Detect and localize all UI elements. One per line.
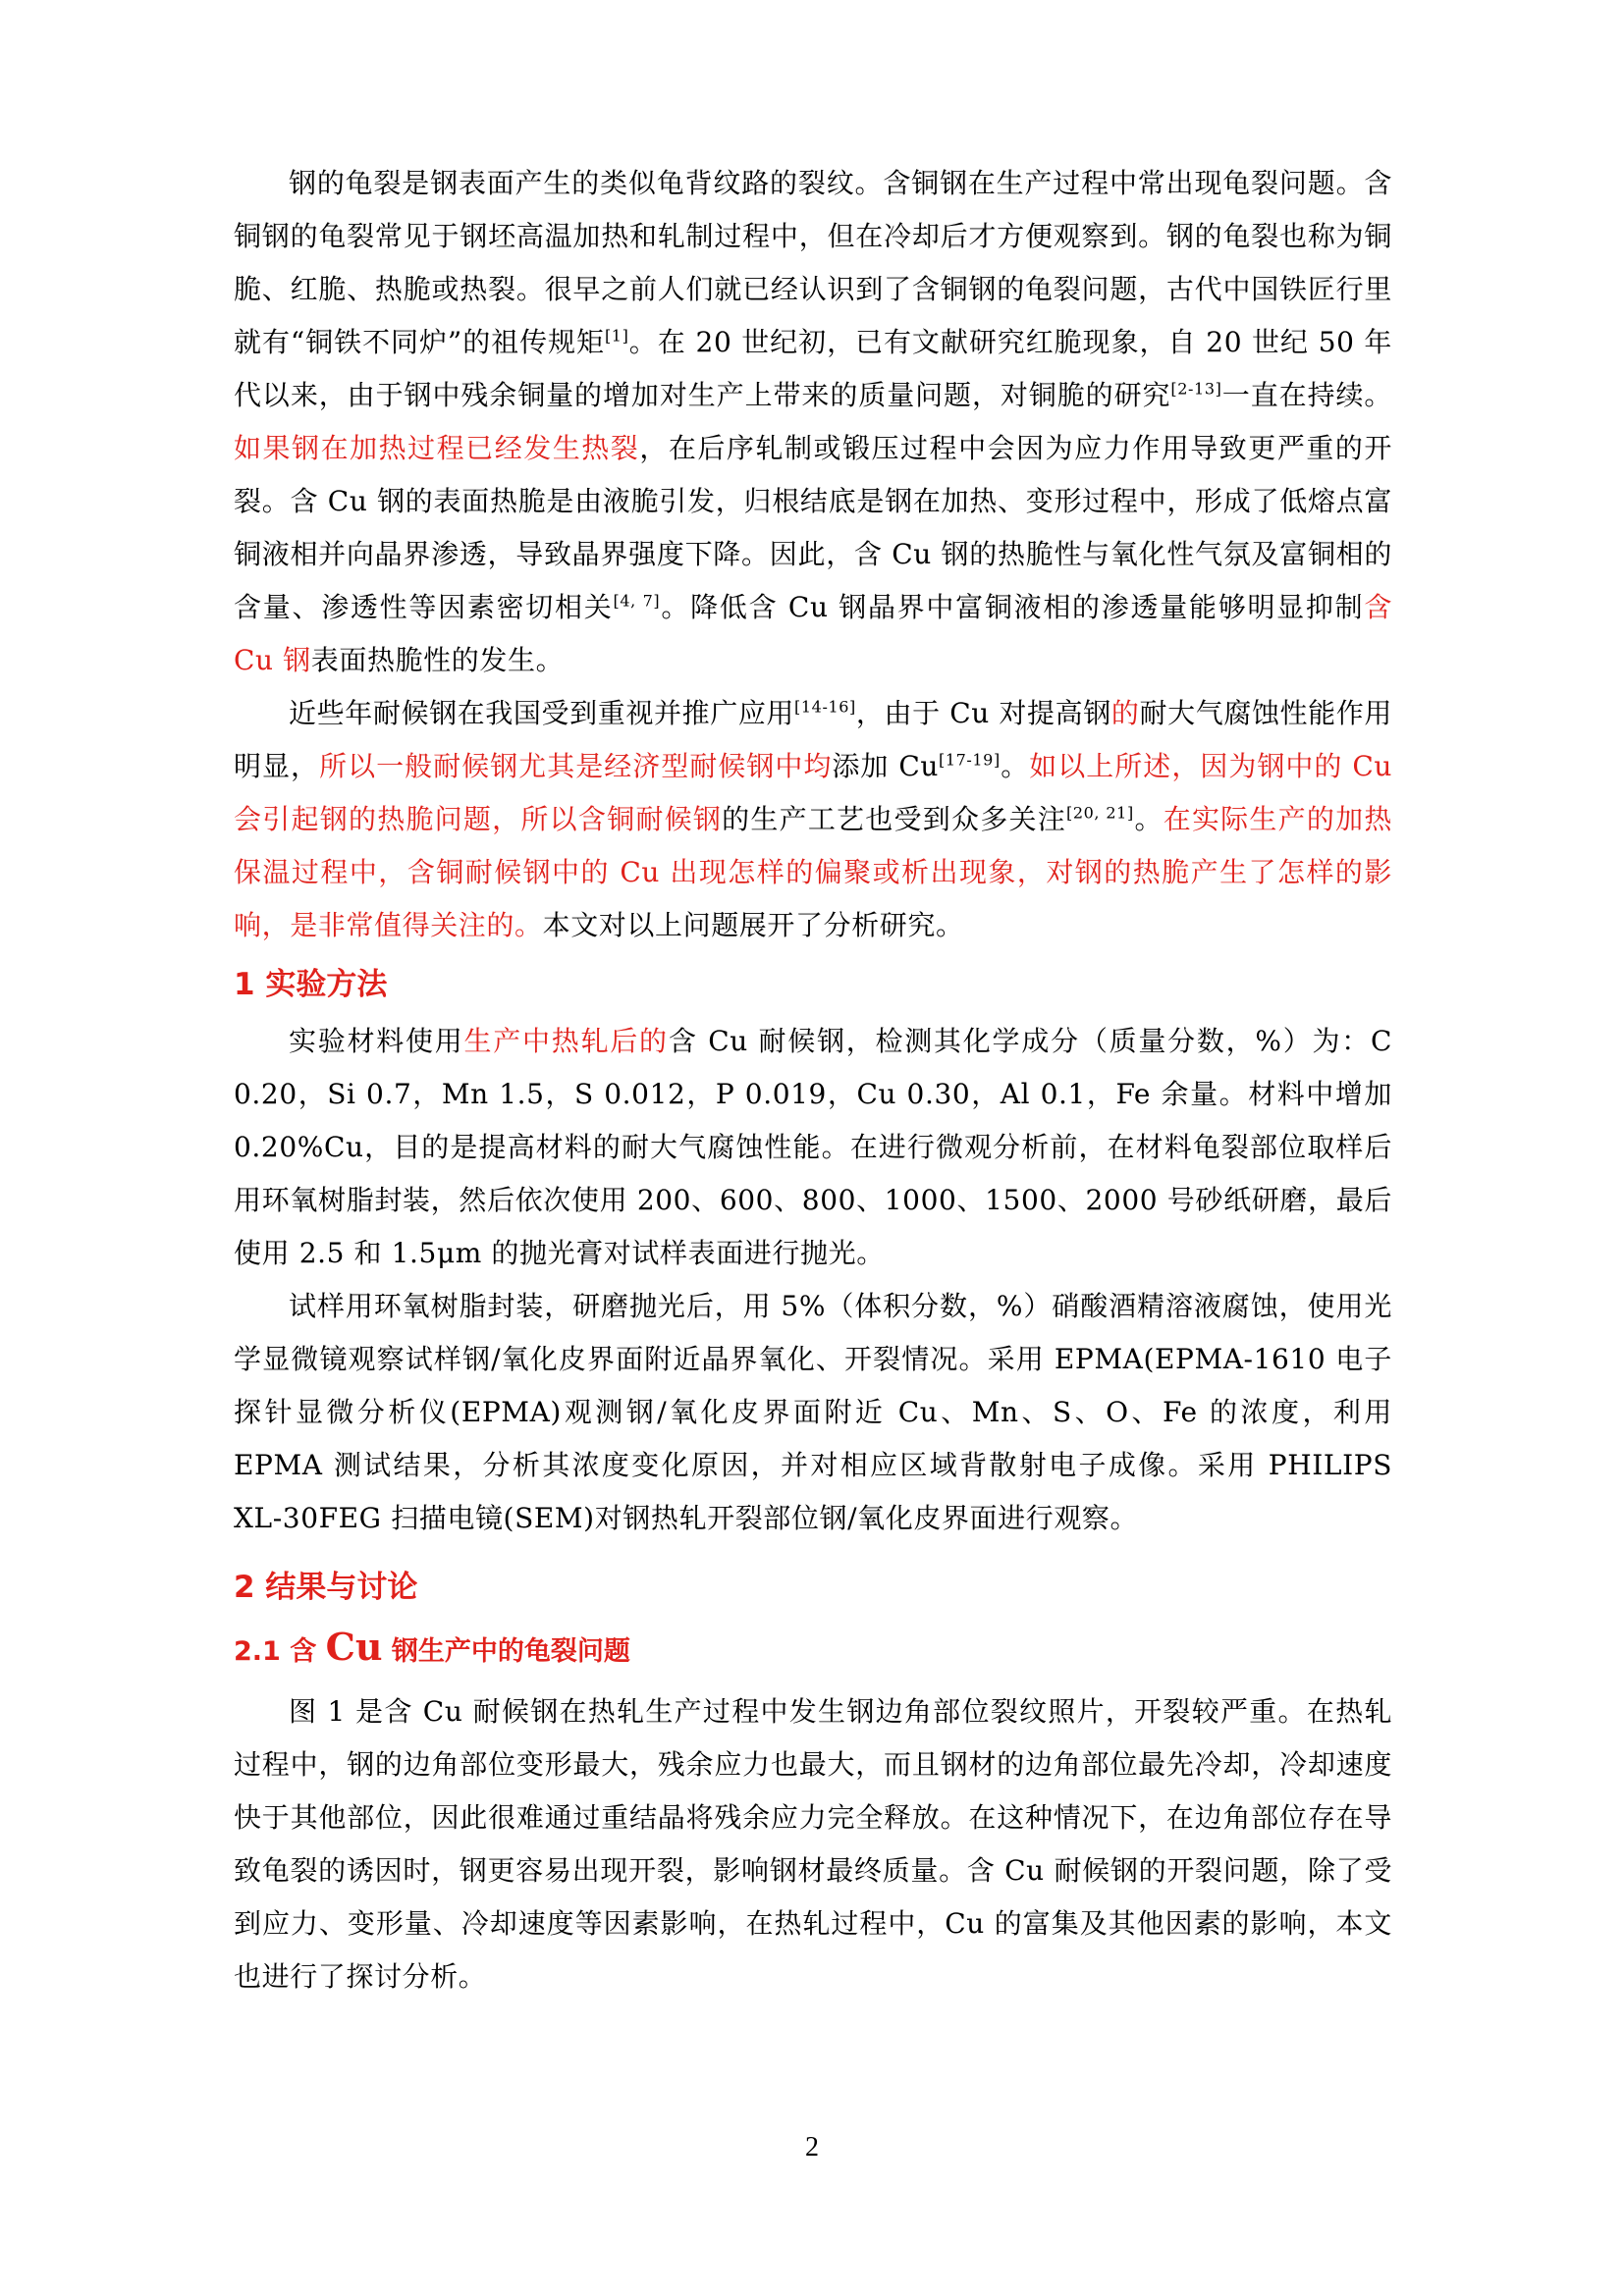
highlighted-text: 含 Cu 钢 (234, 591, 1392, 676)
intro-paragraph-1: 钢的龟裂是钢表面产生的类似龟背纹路的裂纹。含铜钢在生产过程中常出现龟裂问题。含铜钢的龟裂常见于钢坯高温加热和轧制过程中，但在冷却后才方便观察到。钢的龟裂也称为铜脆、红脆、热脆或热裂。很早之前人们就已经认识到了含铜钢的龟裂问题，古代中国铁匠行里就有“铜铁不同炉”的祖传规矩[1]。在 20 世纪初，已有文献研究红脆现象，自 20 世纪 50 年代以来，由于钢中残余铜量的增加对生产上带来的质量问题，对铜脆的研究[2-13]一直在持续。如果钢在加热过程已经发生热裂，在后序轧制或锻压过程中会因为应力作用导致更严重的开裂。含 Cu 钢的表面热脆是由液脆引发，归根结底是钢在加热、变形过程中，形成了低熔点富铜液相并向晶界渗透，导致晶界强度下降。因此，含 Cu 钢的热脆性与氧化性气氛及富铜相的含量、渗透性等因素密切相关[4, 7]。降低含 Cu 钢晶界中富铜液相的渗透量能够明显抑制含 Cu 钢表面热脆性的发生。 (234, 167, 1393, 676)
subsection-heading: 2.1 含 Cu 钢生产中的龟裂问题 (234, 1625, 630, 1669)
section-heading-methods: 1 实验方法 (234, 967, 388, 1002)
highlighted-text: 的 (1110, 697, 1140, 729)
highlighted-text: 如果钢在加热过程已经发生热裂 (234, 432, 640, 464)
citation: [20, 21] (1065, 803, 1134, 823)
body-content (234, 157, 1392, 2003)
page-number: 2 (805, 2132, 819, 2163)
citation: [4, 7] (613, 591, 661, 611)
results-paragraph-1: 图 1 是含 Cu 耐候钢在热轧生产过程中发生钢边角部位裂纹照片，开裂较严重。在热轧过程中，钢的边角部位变形最大，残余应力也最大，而且钢材的边角部位最先冷却，冷却速度快于其他部位，因此很难通过重结晶将残余应力完全释放。在这种情况下，在边角部位存在导致龟裂的诱因时，钢更容易出现开裂，影响钢材最终质量。含 Cu 耐候钢的开裂问题，除了受到应力、变形量、冷却速度等因素影响，在热轧过程中，Cu 的富集及其他因素的影响，本文也进行了探讨分析。 (234, 1695, 1392, 1993)
highlighted-text: 在实际生产的加热保温过程中，含铜耐候钢中的 Cu 出现怎样的偏聚或析出现象，对钢的热脆产生了怎样的影响，是非常值得关注的。 (234, 803, 1392, 941)
citation: [14-16] (794, 697, 856, 717)
citation: [2-13] (1170, 379, 1222, 399)
methods-paragraph-2: 试样用环氧树脂封装，研磨抛光后，用 5%（体积分数，%）硝酸酒精溶液腐蚀，使用光学显微镜观察试样钢/氧化皮界面附近晶界氧化、开裂情况。采用 EPMA(EPMA-1610 电子探针显微分析仪(EPMA)观测钢/氧化皮界面附近 Cu、Mn、S、O、Fe 的浓度，利用 EPMA 测试结果，分析其浓度变化原因，并对相应区域背散射电子成像。采用 PHILIPS XL-30FEG 扫描电镜(SEM)对钢热轧开裂部位钢/氧化皮界面进行观察。 (234, 1290, 1392, 1534)
citation: [1] (604, 326, 629, 346)
intro-paragraph-2: 近些年耐候钢在我国受到重视并推广应用[14-16]，由于 Cu 对提高钢的耐大气腐蚀性能作用明显，所以一般耐候钢尤其是经济型耐候钢中均添加 Cu[17-19]。如以上所述，因为钢中的 Cu 会引起钢的热脆问题，所以含铜耐候钢的生产工艺也受到众多关注[20, 21]。在实际生产的加热保温过程中，含铜耐候钢中的 Cu 出现怎样的偏聚或析出现象，对钢的热脆产生了怎样的影响，是非常值得关注的。本文对以上问题展开了分析研究。 (234, 697, 1392, 941)
highlighted-text: 所以一般耐候钢尤其是经济型耐候钢中均 (319, 750, 833, 782)
methods-paragraph-1: 实验材料使用生产中热轧后的含 Cu 耐候钢，检测其化学成分（质量分数，%）为：C 0.20，Si 0.7，Mn 1.5，S 0.012，P 0.019，Cu 0.30，Al 0.1，Fe 余量。材料中增加 0.20%Cu，目的是提高材料的耐大气腐蚀性能。在进行微观分析前，在材料龟裂部位取样后用环氧树脂封装，然后依次使用 200、600、800、1000、1500、2000 号砂纸研磨，最后使用 2.5 和 1.5μm 的抛光膏对试样表面进行抛光。 (234, 1025, 1392, 1269)
citation: [17-19] (938, 750, 1001, 770)
highlighted-text: 如以上所述，因为钢中的 Cu 会引起钢的热脆问题，所以含铜耐候钢 (234, 750, 1392, 835)
highlighted-text: 生产中热轧后的 (463, 1025, 669, 1057)
section-heading-results: 2 结果与讨论 (234, 1570, 418, 1605)
